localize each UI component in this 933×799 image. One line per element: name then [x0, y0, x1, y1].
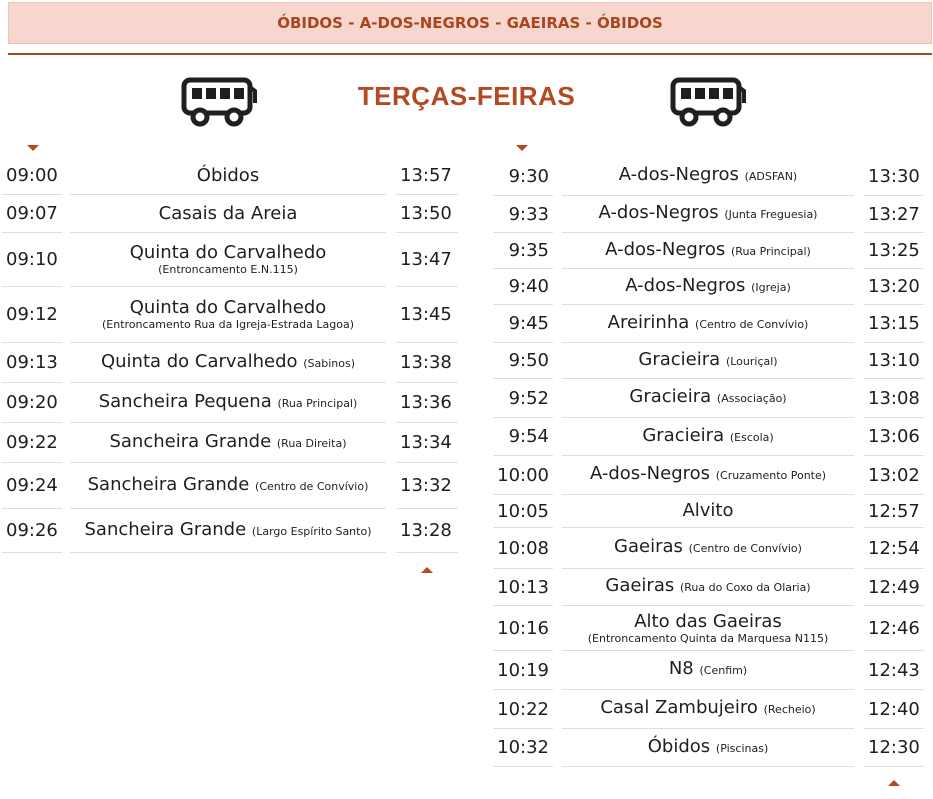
return-time: 13:57	[396, 157, 458, 195]
stop-name: N8	[668, 658, 694, 679]
stop-detail: (Rua Principal)	[277, 396, 358, 410]
table-row	[491, 305, 931, 343]
stop-name: Areirinha	[607, 311, 690, 333]
return-time: 12:43	[864, 651, 924, 690]
outbound-time: 9:40	[493, 269, 553, 305]
stop-name: A-dos-Negros	[598, 202, 719, 223]
table-row	[491, 690, 931, 729]
table-row	[491, 233, 931, 269]
stop-line	[85, 520, 372, 542]
stop-detail: (Centro de Convívio)	[255, 479, 369, 493]
stop-line	[130, 243, 327, 263]
stop-cell	[70, 287, 386, 343]
return-time: 12:57	[864, 495, 924, 528]
stop-line	[642, 426, 773, 448]
return-time: 13:20	[864, 269, 924, 305]
table-row	[0, 157, 460, 195]
triangle-down-icon	[516, 145, 528, 151]
table-row	[0, 383, 460, 423]
stop-name: Óbidos	[647, 735, 711, 757]
outbound-time: 09:22	[2, 423, 62, 463]
stop-line	[159, 204, 298, 224]
stop-cell	[70, 463, 386, 509]
stop-line	[600, 698, 815, 720]
stop-name: Casal Zambujeiro	[600, 697, 758, 718]
outbound-time: 09:10	[2, 233, 62, 287]
triangle-up-icon	[888, 780, 900, 786]
stop-name: Gracieira	[638, 348, 721, 370]
stop-cell	[562, 690, 854, 729]
return-time: 13:32	[396, 463, 458, 509]
stop-subline: (Entroncamento E.N.115)	[158, 263, 298, 276]
outbound-time: 09:13	[2, 343, 62, 383]
outbound-time: 10:22	[493, 690, 553, 729]
stop-detail: (Associação)	[716, 392, 787, 405]
outbound-time: 09:00	[2, 157, 62, 195]
stop-cell	[70, 509, 386, 553]
stop-cell	[70, 233, 386, 287]
stop-cell	[562, 379, 854, 418]
stop-cell	[562, 418, 854, 456]
stop-line	[109, 432, 346, 454]
stop-line	[625, 276, 790, 298]
stop-name: A-dos-Negros	[625, 274, 746, 296]
outbound-time: 10:19	[493, 651, 553, 690]
table-row	[491, 196, 931, 233]
table-row	[491, 495, 931, 528]
triangle-down-icon	[27, 145, 39, 151]
stop-detail: (Recheio)	[763, 703, 816, 716]
stop-line	[648, 737, 768, 759]
stop-detail: (Rua Principal)	[731, 244, 811, 258]
outbound-time: 9:45	[493, 305, 553, 343]
stop-cell	[562, 651, 854, 690]
stop-line	[605, 576, 810, 598]
outbound-time: 09:20	[2, 383, 62, 423]
return-time: 13:45	[396, 287, 458, 343]
stop-detail: (Cenfim)	[699, 664, 748, 677]
stop-detail: (ADSFAN)	[744, 170, 798, 183]
return-time: 12:30	[864, 729, 924, 767]
stop-cell	[70, 343, 386, 383]
stop-cell	[562, 456, 854, 495]
return-time: 13:50	[396, 195, 458, 233]
stop-line	[599, 203, 818, 225]
table-row	[491, 379, 931, 418]
stop-line	[101, 352, 355, 374]
table-row	[0, 195, 460, 233]
stop-cell	[562, 343, 854, 379]
stop-line	[88, 475, 369, 497]
return-time: 12:40	[864, 690, 924, 729]
outbound-time: 10:05	[493, 495, 553, 528]
stop-name: Sancheira Grande	[87, 473, 250, 495]
stop-detail: (Junta Freguesia)	[724, 208, 818, 221]
outbound-time: 09:26	[2, 509, 62, 553]
stop-subline: (Entroncamento Quinta da Marquesa N115)	[587, 631, 829, 645]
stop-cell	[70, 195, 386, 233]
stop-detail: (Cruzamento Ponte)	[715, 469, 827, 482]
header-divider	[8, 53, 932, 55]
table-row	[0, 233, 460, 287]
stop-line	[197, 166, 259, 186]
outbound-time: 10:32	[493, 729, 553, 767]
stop-detail: (Largo Espírito Santo)	[251, 524, 372, 538]
return-time: 13:15	[864, 305, 924, 343]
outbound-time: 09:12	[2, 287, 62, 343]
return-time: 13:25	[864, 233, 924, 269]
stop-line	[130, 298, 327, 318]
return-time: 13:28	[396, 509, 458, 553]
stop-detail: (Centro de Convívio)	[695, 317, 809, 331]
stop-cell	[562, 495, 854, 528]
stop-cell	[70, 383, 386, 423]
return-time: 13:34	[396, 423, 458, 463]
table-row	[0, 423, 460, 463]
stop-line	[669, 659, 747, 681]
stop-detail: (Sabinos)	[303, 356, 356, 370]
outbound-time: 9:30	[493, 157, 553, 196]
return-time: 12:46	[864, 606, 924, 651]
return-time: 13:47	[396, 233, 458, 287]
bus-icon	[670, 77, 746, 127]
return-time: 13:06	[864, 418, 924, 456]
stop-line	[605, 240, 811, 262]
table-row	[0, 287, 460, 343]
stop-cell	[562, 157, 854, 196]
route-banner	[8, 2, 932, 44]
stop-name: Casais da Areia	[158, 202, 298, 224]
stop-name: Quinta do Carvalhedo	[100, 350, 298, 372]
stop-line	[634, 612, 782, 632]
table-row	[491, 343, 931, 379]
outbound-time: 10:08	[493, 528, 553, 569]
outbound-time: 9:33	[493, 196, 553, 233]
stop-subline: (Entroncamento Rua da Igreja-Estrada Lagoa)	[101, 318, 354, 331]
stop-line	[614, 537, 802, 559]
table-row	[491, 456, 931, 495]
stop-line	[629, 387, 786, 409]
stop-detail: (Piscinas)	[715, 741, 769, 755]
table-row	[491, 606, 931, 651]
stop-cell	[70, 423, 386, 463]
stop-detail: (Rua Direita)	[276, 436, 347, 450]
stop-name: Alto das Gaeiras	[634, 610, 782, 632]
outbound-time: 10:13	[493, 569, 553, 606]
stop-line	[638, 350, 777, 372]
stop-name: Sancheira Pequena	[98, 390, 272, 412]
stop-detail: (Centro de Convívio)	[688, 542, 802, 555]
outbound-time: 9:35	[493, 233, 553, 269]
stop-name: Sancheira Grande	[84, 518, 247, 540]
outbound-time: 10:16	[493, 606, 553, 651]
stop-cell	[562, 269, 854, 305]
outbound-time: 9:54	[493, 418, 553, 456]
stop-name: Gracieira	[629, 386, 712, 407]
stop-cell	[562, 606, 854, 651]
stop-line	[682, 501, 733, 521]
stop-detail: (Louriçal)	[725, 354, 778, 368]
stop-name: Sancheira Grande	[109, 430, 272, 452]
stop-detail: (Rua do Coxo da Olaria)	[679, 581, 811, 594]
stop-detail: (Escola)	[729, 430, 774, 444]
stop-name: A-dos-Negros	[618, 164, 739, 185]
stop-name: A-dos-Negros	[589, 463, 711, 484]
stop-cell	[70, 157, 386, 195]
stop-cell	[562, 528, 854, 569]
stop-cell	[562, 305, 854, 343]
table-row	[491, 651, 931, 690]
outbound-time: 10:00	[493, 456, 553, 495]
table-row	[0, 509, 460, 553]
table-row	[491, 528, 931, 569]
stop-detail: (Igreja)	[751, 280, 791, 294]
stop-line	[619, 165, 797, 187]
return-time: 13:36	[396, 383, 458, 423]
return-time: 13:27	[864, 196, 924, 233]
table-row	[491, 418, 931, 456]
stop-name: Gaeiras	[614, 536, 683, 557]
stop-cell	[562, 196, 854, 233]
table-row	[491, 729, 931, 767]
return-time: 13:02	[864, 456, 924, 495]
outbound-time: 9:50	[493, 343, 553, 379]
outbound-time: 09:24	[2, 463, 62, 509]
table-row	[0, 463, 460, 509]
return-time: 13:10	[864, 343, 924, 379]
stop-name: Quinta do Carvalhedo	[129, 297, 327, 318]
stop-line	[99, 392, 358, 414]
return-time: 12:54	[864, 528, 924, 569]
stop-cell	[562, 569, 854, 606]
return-time: 13:38	[396, 343, 458, 383]
stop-name: A-dos-Negros	[605, 238, 726, 260]
return-time: 12:49	[864, 569, 924, 606]
table-row	[491, 569, 931, 606]
return-time: 13:08	[864, 379, 924, 418]
stop-name: Gaeiras	[605, 575, 675, 596]
stop-line	[590, 464, 826, 486]
stop-name: Quinta do Carvalhedo	[129, 242, 327, 263]
day-title: TERÇAS-FEIRAS	[357, 81, 576, 111]
stop-name: Gracieira	[642, 424, 725, 446]
table-row	[491, 157, 931, 196]
triangle-up-icon	[421, 567, 433, 573]
return-time: 13:30	[864, 157, 924, 196]
stop-name: Óbidos	[196, 164, 260, 186]
stop-line	[608, 313, 809, 335]
route-title: ÓBIDOS - A-DOS-NEGROS - GAEIRAS - ÓBIDOS	[277, 14, 663, 32]
outbound-time: 9:52	[493, 379, 553, 418]
table-row	[0, 343, 460, 383]
outbound-time: 09:07	[2, 195, 62, 233]
stop-cell	[562, 233, 854, 269]
table-row	[491, 269, 931, 305]
stop-name: Alvito	[682, 500, 734, 521]
stop-cell	[562, 729, 854, 767]
